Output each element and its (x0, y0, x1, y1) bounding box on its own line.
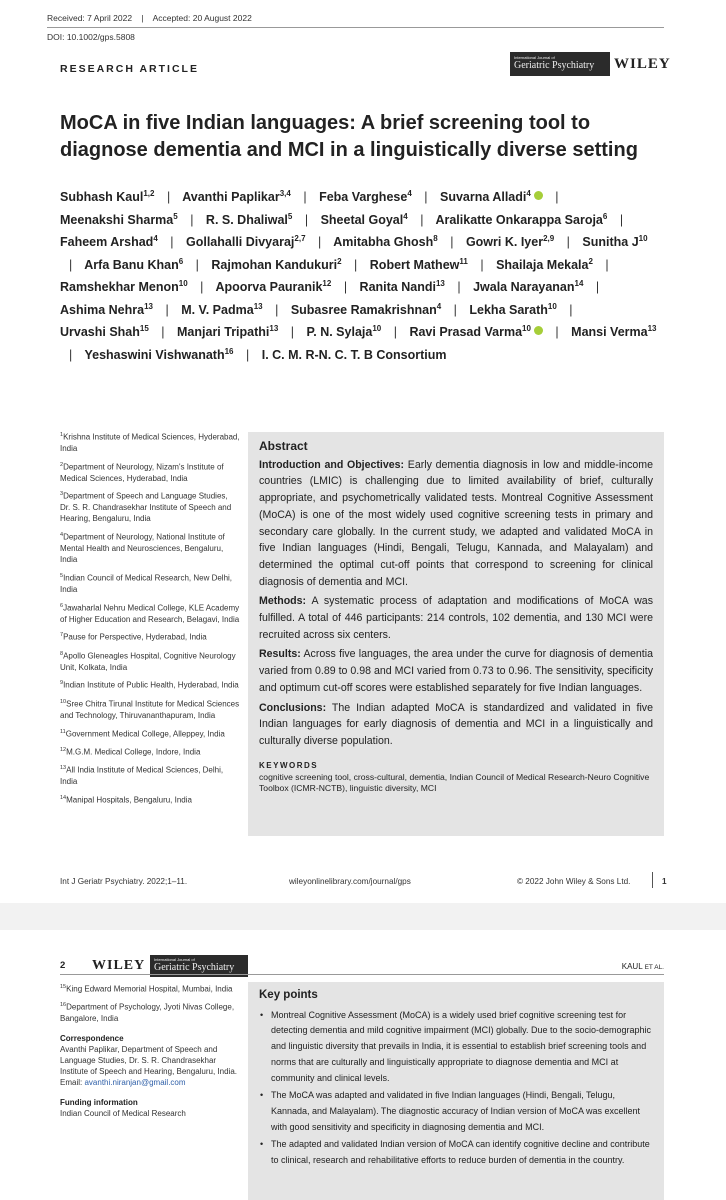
affiliation-ref: 4 (153, 233, 158, 243)
author-name[interactable]: Yeshaswini Vishwanath$^{16}$ (84, 346, 234, 362)
affiliation-item: $^5$Indian Council of Medical Research, New Delhi, India (60, 573, 233, 594)
author-separator: | (161, 325, 165, 339)
author-name[interactable]: Amitabha Ghosh$^8$ (333, 233, 438, 249)
affiliation-ref: 13 (435, 278, 445, 288)
abstract-conclusions: Conclusions: The Indian adapted MoCA is standardized and validated in five Indian languages for early diagnosis of dementia and MCI in a linguistically and culturally diverse population. (259, 701, 653, 747)
author-separator: | (195, 257, 199, 272)
affiliation-ref: 13 (269, 323, 279, 333)
orcid-icon[interactable] (534, 191, 543, 200)
author-name[interactable]: Gollahalli Divyaraj$^{2,7}$ (186, 233, 306, 249)
funding-heading: Funding information (60, 1097, 138, 1107)
author-name[interactable]: Suvarna Alladi$^4$ (440, 190, 543, 204)
affiliations-list (60, 430, 240, 812)
abstract-introduction: Introduction and Objectives: Early dementia diagnosis in low and middle-income countries (LMIC) is challenging due to limited availability of brief, culturally appropriate, and psychometrically validated tests. Montreal Cognitive Assessment (MoCA) is one of the most widely used cognitive screening tests in primary and secondary care globally. In the current study, we adapted and validated MoCA in five Indian languages (Hindi, Bengali, Telugu, Kannada, and Malayalam) and determined the optimal cut-off points that correspond to screening for clinical diagnosis of dementia and MCI. (259, 458, 653, 588)
affiliation-ref: 4 (436, 301, 442, 311)
affiliation-item: $^{14}$Manipal Hospitals, Bengaluru, India (60, 795, 192, 805)
author-name[interactable]: Apoorva Pauranik$^{12}$ (215, 278, 332, 294)
affiliation-ref: 1,2 (143, 188, 155, 198)
affiliation-item: $^3$Department of Speech and Language Studies, Dr. S. R. Chandrasekhar Institute of Speech and Hearing, Bengaluru, India (60, 491, 232, 524)
affiliation-ref: 6 (602, 211, 608, 221)
author-name[interactable]: Ranita Nandi$^{13}$ (359, 278, 445, 294)
author-name[interactable]: Sheetal Goyal$^4$ (320, 211, 408, 227)
author-name[interactable]: Jwala Narayanan$^{14}$ (473, 278, 584, 294)
author-name[interactable]: Manjari Tripathi$^{13}$ (177, 323, 279, 339)
author-name[interactable]: Subasree Ramakrishnan$^4$ (290, 301, 442, 317)
correspondence-heading: Correspondence (60, 1033, 124, 1043)
author-separator: | (619, 212, 624, 227)
page-number: 2 (60, 960, 66, 971)
author-separator: | (275, 302, 279, 317)
affiliation-ref: 2 (337, 256, 342, 266)
affiliation-item: $^{10}$Sree Chitra Tirunal Institute for Medical Sciences and Technology, Thiruvananthapuram, India (60, 698, 240, 720)
affiliation-item: $^2$Department of Neurology, Nizam's Institute of Medical Sciences, Hyderabad, India (60, 461, 224, 483)
affiliation-item: $^{12}$M.G.M. Medical College, Indore, India (60, 747, 201, 757)
affiliation-ref: 4 (526, 188, 531, 198)
author-separator: | (318, 235, 322, 249)
orcid-icon[interactable] (534, 326, 543, 335)
author-separator: | (595, 280, 600, 294)
author-name[interactable]: Urvashi Shah$^{15}$ (60, 323, 149, 339)
author-separator: | (555, 325, 559, 339)
affiliation-ref: 4 (403, 211, 408, 221)
key-point-item: • The MoCA was adapted and validated in five Indian languages (Hindi, Bengali, Telugu, Kannada, and Malayalam). The diagnostic accuracy of Indian version of MoCA was excellent with good sensitivity and specificity in diagnosing dementia and MCI. (271, 1088, 653, 1135)
author-list (60, 186, 670, 366)
journal-logo-subtitle: International Journal of (514, 55, 555, 60)
abstract-box (248, 432, 664, 836)
affiliation-ref: 6 (178, 256, 184, 266)
author-separator: | (555, 190, 559, 204)
keywords-heading: KEYWORDS (259, 760, 319, 770)
footer-copyright: © 2022 John Wiley & Sons Ltd. (517, 877, 631, 886)
wiley-logo: WILEY (614, 56, 671, 72)
author-separator: | (420, 212, 424, 227)
author-separator: | (246, 347, 250, 362)
article-dates: Received: 7 April 2022 | Accepted: 20 August 2022 (47, 13, 252, 23)
affiliation-ref: 5 (287, 211, 293, 221)
journal-logo-subtitle: International Journal of (154, 957, 195, 962)
author-separator: | (290, 325, 295, 339)
author-separator: | (304, 212, 309, 227)
article-type: RESEARCH ARTICLE (60, 63, 199, 75)
author-separator: | (200, 280, 204, 294)
author-name[interactable]: I. C. M. R-N. C. T. B Consortium (261, 347, 447, 362)
wiley-logo: WILEY (92, 958, 146, 973)
affiliation-ref: 10 (638, 233, 648, 243)
affiliation-ref: 15 (139, 323, 149, 333)
affiliation-ref: 12 (322, 278, 332, 288)
footer-url[interactable]: wileyonlinelibrary.com/journal/gps (289, 877, 411, 886)
key-point-item: • The adapted and validated Indian version of MoCA can identify cognitive decline and contribute to clinical, research and rehabilitative efforts to reduce burden of dementia in the country. (271, 1137, 653, 1168)
received-date: Received: 7 April 2022 (47, 13, 133, 23)
affiliation-item: $^{15}$King Edward Memorial Hospital, Mumbai, India (60, 984, 233, 994)
email-link[interactable]: avanthi.niranjan@gmail.com (84, 1078, 186, 1088)
affiliation-ref: 13 (647, 323, 657, 333)
author-separator: | (69, 257, 73, 272)
author-name[interactable]: Ashima Nehra$^{13}$ (60, 301, 153, 317)
footer-divider (652, 872, 653, 888)
affiliation-item: $^9$Indian Institute of Public Health, Hyderabad, India (60, 680, 239, 691)
affiliation-ref: 2,7 (294, 233, 306, 243)
author-separator: | (343, 280, 348, 294)
affiliation-ref: 10 (522, 323, 531, 333)
abstract-methods: Methods: A systematic process of adaptation and modifications of MoCA was fulfilled. A total of 446 participants: 214 controls, 102 dementia, and 130 MCI were recruited across six centers. (259, 595, 653, 641)
author-name[interactable]: Feba Varghese$^4$ (319, 188, 412, 204)
doi-link[interactable]: DOI: 10.1002/gps.5808 (47, 32, 135, 42)
key-points-heading: Key points (259, 989, 318, 1001)
affiliation-ref: 13 (253, 301, 263, 311)
running-head-author: KAUL (621, 962, 643, 971)
running-head-etal: ET AL. (644, 964, 664, 971)
author-separator: | (566, 235, 570, 249)
author-separator: | (393, 325, 397, 339)
article-title: MoCA in five Indian languages: A brief screening tool to diagnose dementia and MCI in a linguistically diverse setting (60, 112, 638, 161)
affiliation-ref: 13 (144, 301, 153, 311)
affiliation-ref: 14 (574, 278, 584, 288)
author-separator: | (424, 190, 428, 204)
affiliation-ref: 11 (459, 256, 468, 266)
journal-logo-title: Geriatric Psychiatry (154, 962, 235, 973)
keywords-list: cognitive screening tool, cross-cultural, dementia, Indian Council of Medical Research-Neuro Cognitive Toolbox (ICMR-NCTB), linguistic diversity, MCI (259, 771, 650, 794)
key-point-item: • Montreal Cognitive Assessment (MoCA) is a widely used brief cognitive screening test for detecting dementia and mild cognitive impairment (MCI) globally. Due to the socio-demographic and linguistic diversity that prevails in India, it is essential to establish brief screening tools and norms that are culturally and linguistically appropriate to diagnose dementia and MCI at community and clinical levels. (271, 1008, 653, 1087)
correspondence-text: Avanthi Paplikar, Department of Speech and Language Studies, Dr. S. R. Chandrasekhar Institute of Speech and Hearing, Bengaluru, India. (60, 1044, 238, 1077)
author-separator: | (605, 257, 609, 272)
header-divider (47, 27, 664, 28)
affiliation-ref: 4 (407, 188, 412, 198)
affiliation-ref: 2,9 (543, 233, 555, 243)
author-separator: | (569, 302, 573, 317)
affiliations-list-continued (60, 982, 240, 1025)
author-name[interactable]: Avanthi Paplikar$^{3,4}$ (182, 188, 291, 204)
author-name[interactable]: Shailaja Mekala$^2$ (496, 256, 593, 272)
author-separator: | (69, 347, 73, 362)
affiliation-ref: 5 (173, 211, 178, 221)
affiliation-item: $^4$Department of Neurology, National Institute of Mental Health and Neurosciences, Bengaluru, India (60, 532, 225, 565)
affiliation-ref: 10 (547, 301, 557, 311)
journal-logo-title: Geriatric Psychiatry (514, 60, 595, 71)
affiliation-ref: 16 (224, 346, 234, 356)
accepted-date: Accepted: 20 August 2022 (152, 13, 252, 23)
author-name[interactable]: Arfa Banu Khan$^6$ (84, 256, 184, 272)
abstract-results: Results: Across five languages, the area under the curve for diagnosis of dementia varied from 0.89 to 0.98 and MCI varied from 0.73 to 0.96. The sensitivity, specificity and optimum cut-off scores were established separately for five Indian languages. (259, 648, 653, 694)
abstract-heading: Abstract (259, 439, 308, 453)
running-head (622, 962, 664, 971)
affiliation-item: $^8$Apollo Gleneagles Hospital, Cognitive Neurology Unit, Kolkata, India (60, 650, 236, 672)
author-separator: | (303, 190, 307, 204)
page-number: 1 (662, 877, 667, 886)
affiliation-ref: 3,4 (279, 188, 291, 198)
author-name[interactable]: Meenakshi Sharma$^5$ (60, 211, 178, 227)
author-name[interactable]: Mansi Verma$^{13}$ (571, 323, 657, 339)
author-name[interactable]: Sunitha $J^{10}$ (582, 233, 648, 249)
key-points-list (259, 1008, 653, 1169)
page2-sidebar (60, 982, 240, 1119)
funding-text: Indian Council of Medical Research (60, 1108, 186, 1118)
author-separator: | (165, 302, 169, 317)
author-name[interactable]: M. V. Padma$^{13}$ (181, 301, 263, 317)
author-name[interactable]: Robert Mathew$^{11}$ (369, 256, 468, 272)
header-divider (60, 974, 664, 975)
author-separator: | (190, 212, 194, 227)
author-separator: | (170, 235, 174, 249)
footer-citation: Int J Geriatr Psychiatry. 2022;1–11. (60, 877, 188, 886)
affiliation-item: $^1$Krishna Institute of Medical Sciences, Hyderabad, India (60, 432, 240, 453)
affiliation-ref: 10 (178, 278, 188, 288)
author-name[interactable]: R. S. Dhaliwal$^5$ (205, 211, 293, 227)
affiliation-item: $^{13}$All India Institute of Medical Sciences, Delhi, India (60, 765, 224, 787)
affiliation-ref: 8 (433, 233, 438, 243)
affiliation-item: $^{16}$Department of Psychology, Jyoti Nivas College, Bangalore, India (60, 1002, 235, 1024)
correspondence-email: Email: avanthi.niranjan@gmail.com (60, 1078, 186, 1088)
author-separator: | (453, 302, 457, 317)
author-name[interactable]: Aralikatte Onkarappa Saroja$^6$ (435, 211, 608, 227)
author-name[interactable]: Subhash Kaul$^{1,2}$ (60, 188, 155, 204)
author-name[interactable]: Ravi Prasad Varma$^{10}$ (409, 325, 542, 339)
article-page-2 (0, 930, 726, 1200)
author-separator: | (450, 235, 454, 249)
author-name[interactable]: Rajmohan Kandukuri$^2$ (211, 256, 342, 272)
author-separator: | (457, 280, 461, 294)
author-name[interactable]: Ramshekhar Menon$^{10}$ (60, 278, 188, 294)
affiliation-item: $^6$Jawaharlal Nehru Medical College, KLE Academy of Higher Education and Research, Belagavi, India (60, 602, 240, 624)
author-separator: | (354, 257, 358, 272)
author-separator: | (480, 257, 484, 272)
author-name[interactable]: Faheem Arshad$^4$ (60, 233, 158, 249)
author-name[interactable]: Gowri K. Iyer$^{2,9}$ (465, 233, 555, 249)
author-name[interactable]: P. N. Sylaja$^{10}$ (306, 323, 382, 339)
journal-logo (510, 52, 610, 76)
affiliation-ref: 10 (372, 323, 382, 333)
author-separator: | (166, 190, 171, 204)
affiliation-item: $^{11}$Government Medical College, Alleppey, India (60, 728, 225, 739)
affiliation-ref: 2 (588, 256, 593, 266)
author-name[interactable]: Lekha Sarath$^{10}$ (469, 301, 557, 317)
key-points-box (248, 982, 664, 1200)
affiliation-item: $^7$Pause for Perspective, Hyderabad, India (60, 632, 207, 642)
